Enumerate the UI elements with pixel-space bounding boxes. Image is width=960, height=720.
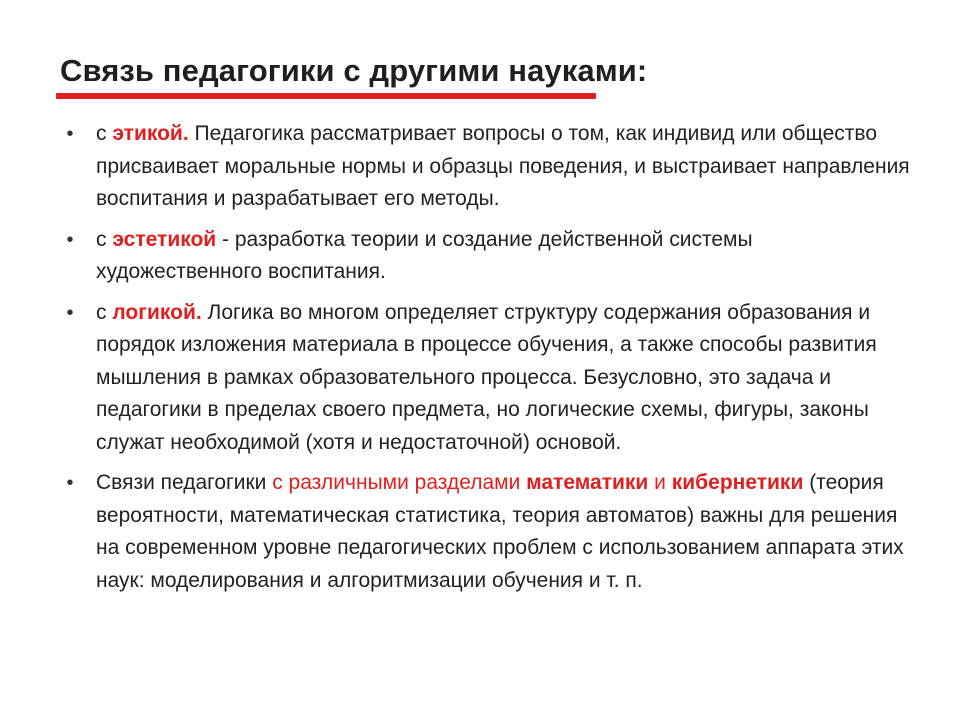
term-logic: логикой.: [112, 300, 202, 324]
highlight-and: и: [648, 471, 666, 494]
bullet-aesthetics: [60, 224, 920, 289]
title-underline: [56, 93, 596, 99]
term-aesthetics: эстетикой: [112, 227, 217, 251]
bullet-dot-icon: •: [66, 472, 74, 494]
highlight-sections: с различными разделами: [272, 471, 521, 494]
bullet-prefix: с: [96, 122, 113, 145]
bullet-list: [60, 118, 920, 605]
term-mathematics: математики: [526, 471, 649, 494]
bullet-dot-icon: •: [66, 301, 74, 324]
bullet-prefix: Связи педагогики: [96, 471, 273, 494]
bullet-prefix: с: [96, 300, 113, 324]
bullet-ethics: [60, 118, 920, 216]
bullet-text: - разработка теории и создание действенной системы художественного воспитания.: [96, 227, 753, 283]
bullet-text: Логика во многом определяет структуру содержания образования и порядок изложения материала в процессе обучения, а также способы развития мышления в рамках образовательного процесса. Безусловно, это задача и педагогики в пределах своего предмета, но логические схемы, фигуры, законы служат необходимой (хотя и недостаточной) основой.: [96, 300, 877, 454]
bullet-prefix: с: [96, 227, 113, 251]
term-cybernetics: кибернетики: [671, 471, 804, 494]
bullet-math-cybernetics: [60, 467, 920, 597]
bullet-logic: [60, 297, 920, 460]
term-ethics: этикой.: [112, 122, 189, 145]
bullet-text: (теория вероятности, математическая статистика, теория автоматов) важны для решения на современном уровне педагогических проблем с использованием аппарата этих наук: моделирования и алгоритмизации обучения и т. п.: [96, 471, 904, 592]
bullet-dot-icon: •: [66, 228, 74, 251]
bullet-text: Педагогика рассматривает вопросы о том, как индивид или общество присваивает моральные нормы и образцы поведения, и выстраивает направления воспитания и разрабатывает его методы.: [96, 122, 910, 210]
slide-title: Связь педагогики с другими науками:: [60, 53, 648, 88]
bullet-dot-icon: •: [66, 123, 74, 145]
